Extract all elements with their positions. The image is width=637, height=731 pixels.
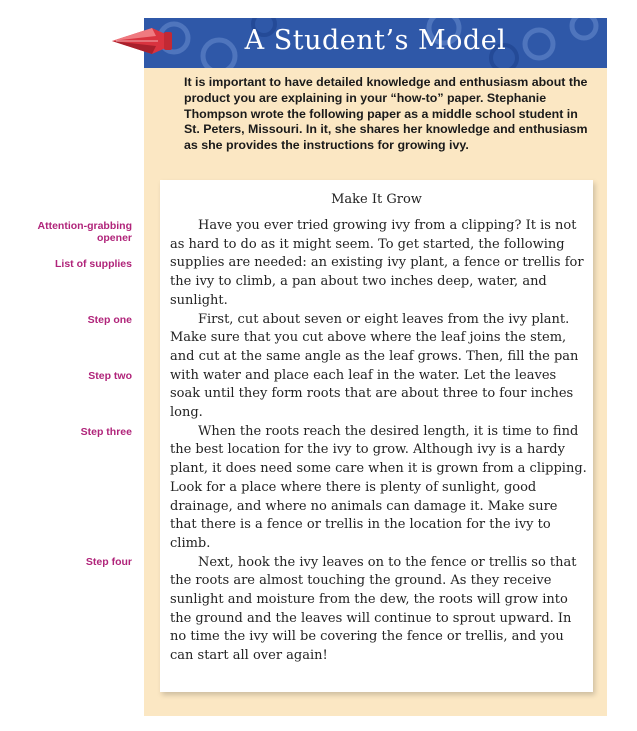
banner-title: A Student’s Model bbox=[244, 25, 507, 56]
annotation-attention-line-1: Attention-grabbing bbox=[37, 220, 132, 232]
essay-paragraph-2: First, cut about seven or eight leaves from the ivy plant. Make sure that you cut above where the leaf joins the stem, and cut at the same angle as the leaf grows. Then, fill the pan with water and place each leaf in the water. Let the leaves soak until they form roots that are about three to four inches long. bbox=[170, 311, 579, 421]
title-banner bbox=[144, 18, 607, 68]
annotation-step-four: Step four bbox=[85, 556, 132, 568]
essay-paragraph-4: Next, hook the ivy leaves on to the fence or trellis so that the roots are almost touching the ground. As they receive sunlight and moisture from the dew, the roots will grow into the ground and the leaves will continue to sprout upward. In no time the ivy will be covering the fence or trellis, and you can start all over again! bbox=[170, 554, 577, 664]
essay-card bbox=[160, 180, 593, 692]
pen-nib-icon bbox=[112, 24, 174, 58]
essay-paragraph-3: When the roots reach the desired length, it is time to find the best location for the ivy to grow. Although ivy is a hardy plant, it does need some care when it is grown from a clipping. Look for a place where there is plenty of sunlight, good drainage, and where no animals can damage it. Make sure that there is a fence or trellis in the location for the ivy to climb. bbox=[170, 423, 587, 551]
annotation-step-three: Step three bbox=[80, 426, 132, 438]
annotation-attention-line-2: opener bbox=[96, 232, 132, 244]
essay-paragraph-1: Have you ever tried growing ivy from a clipping? It is not as hard to do as it might seem. To get started, the following supplies are needed: an existing ivy plant, a fence or trellis for the ivy to climb, a pan about two inches deep, water, and sunlight. bbox=[170, 218, 584, 308]
annotation-step-one: Step one bbox=[87, 314, 132, 326]
essay-body bbox=[170, 217, 588, 666]
annotation-step-two: Step two bbox=[88, 370, 132, 382]
annotation-attention-grabbing-opener bbox=[38, 220, 132, 244]
annotation-list-of-supplies: List of supplies bbox=[54, 258, 132, 270]
intro-text: It is important to have detailed knowledge and enthusiasm about the product you are explaining in your “how-to” paper. Stephanie Thompson wrote the following paper as a middle school student in St. Peters, Missouri. In it, she shares her knowledge and enthusiasm as she provides the instructions for growing ivy. bbox=[184, 75, 588, 153]
essay-title: Make It Grow bbox=[331, 192, 422, 207]
